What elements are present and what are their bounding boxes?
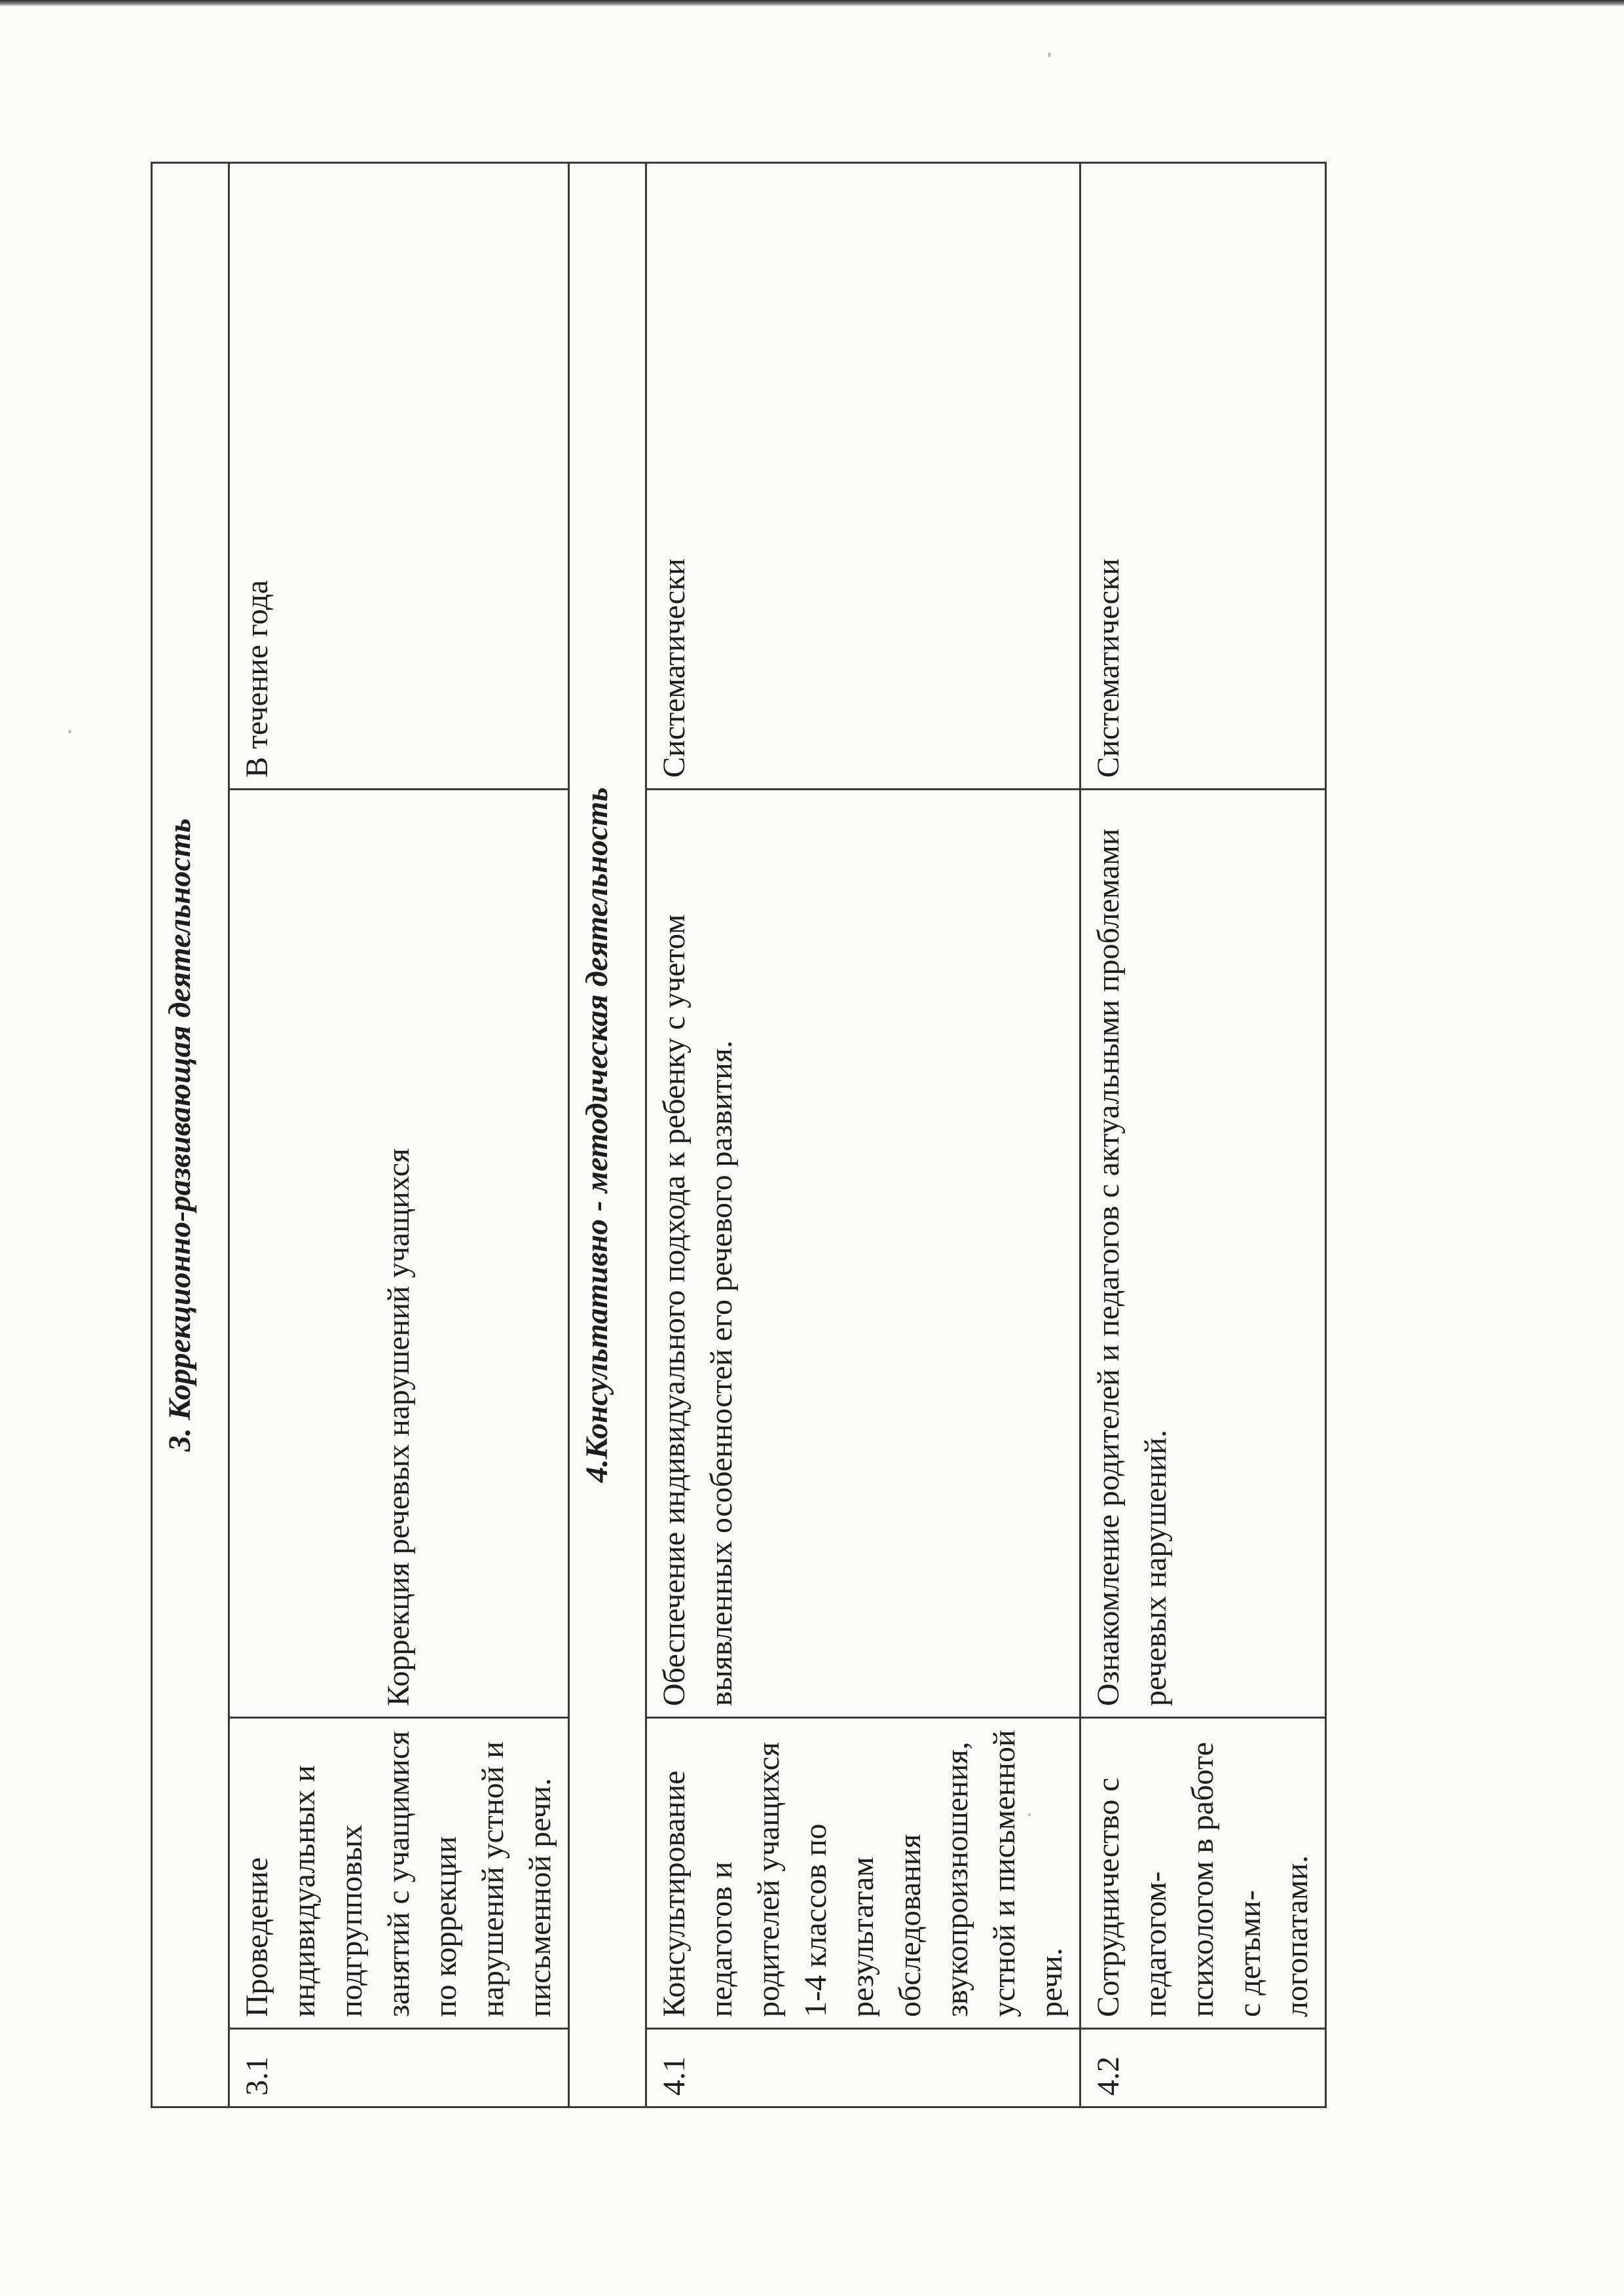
rotated-page-content <box>151 164 1314 2108</box>
row-number: 4.1 <box>646 2029 1080 2107</box>
row-activity: Консультирование педагогов и родителей учащихся 1-4 классов по результатам обследования звукопроизношения, устной и письменной речи. <box>646 1718 1080 2029</box>
row-term: Систематически <box>1080 162 1326 789</box>
section-row-4 <box>569 162 646 2107</box>
row-content: Коррекция речевых нарушений учащихся <box>229 790 569 1718</box>
scan-speck <box>68 730 71 733</box>
row-term: В течение года <box>229 162 569 789</box>
table-row <box>646 162 1080 2107</box>
row-term: Систематически <box>646 162 1080 789</box>
plan-table <box>151 162 1327 2108</box>
row-number: 4.2 <box>1080 2029 1326 2107</box>
row-activity: Проведение индивидуальных и подгрупповых занятий с учащимися по коррекции нарушений устной и письменной речи. <box>229 1718 569 2029</box>
table-row <box>1080 162 1326 2107</box>
scan-top-edge <box>0 0 1624 7</box>
row-content: Обеспечение индивидуального подхода к ребенку с учетом выявленных особенностей его речевого развития. <box>646 790 1080 1718</box>
row-number: 3.1 <box>229 2029 569 2107</box>
scan-speck <box>1048 52 1051 57</box>
table-row <box>229 162 569 2107</box>
section-row-3 <box>152 162 229 2107</box>
row-activity: Сотрудничество с педагогом-психологом в работе с детьми-логопатами. <box>1080 1718 1326 2029</box>
section-title-4: 4.Консультативно - методическая деятельность <box>569 162 646 2107</box>
row-content: Ознакомление родителей и педагогов с актуальными проблемами речевых нарушений. <box>1080 790 1326 1718</box>
section-title-3: 3. Коррекционно-развивающая деятельность <box>152 162 229 2107</box>
